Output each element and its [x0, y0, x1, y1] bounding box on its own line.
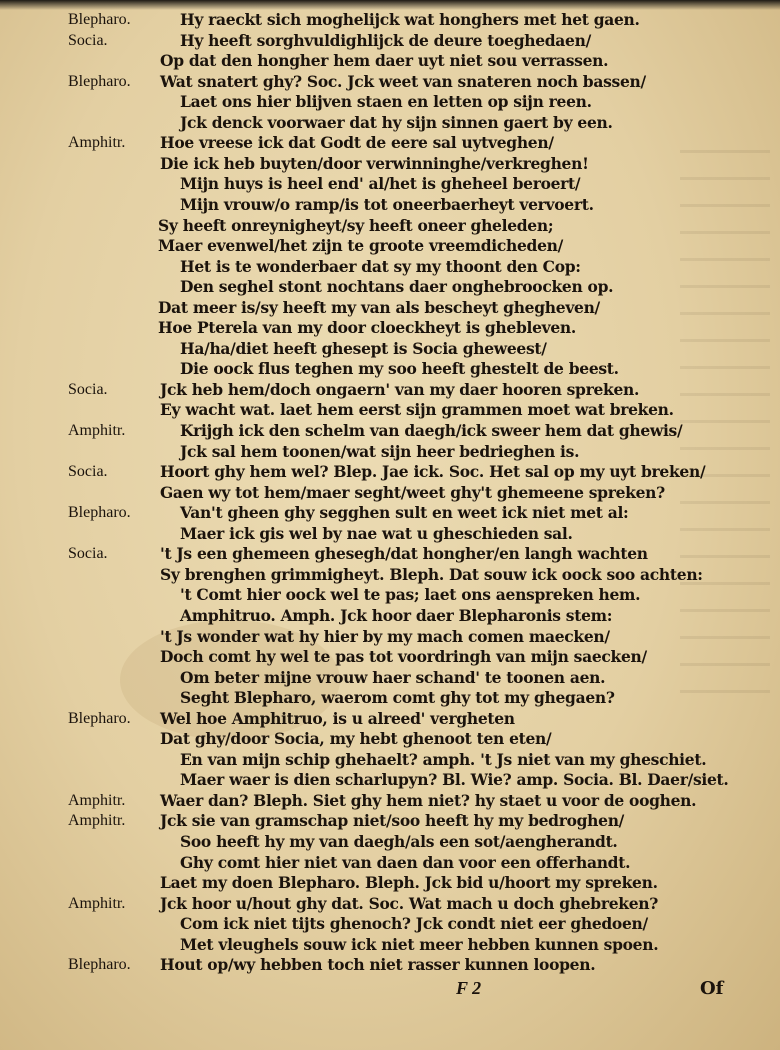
speaker-name: Socia. — [68, 31, 108, 49]
verse-text: Ey wacht wat. laet hem eerst sijn grammen moet wat breken. — [160, 400, 674, 420]
verse-text: Laet ons hier blijven staen en letten op sijn reen. — [180, 92, 592, 112]
verse-text: Mijn vrouw/o ramp/is tot oneerbaerheyt vervoert. — [180, 194, 594, 214]
verse-text: Wel hoe Amphitruo, is u alreed' vergheten — [160, 708, 515, 728]
verse-text: Sy heeft onreynigheyt/sy heeft oneer gheleden; — [158, 215, 554, 235]
signature-mark: F 2 — [456, 978, 482, 998]
verse-text: Jck sal hem toonen/wat sijn heer bedrieghen is. — [180, 441, 580, 461]
verse-text: En van mijn schip ghehaelt? amph. 't Js niet van my gheschiet. — [180, 749, 707, 769]
speaker-name: Amphitr. — [68, 791, 126, 809]
verse-text: Mijn huys is heel end' al/het is gheheel beroert/ — [180, 174, 581, 194]
verse-text: Sy brenghen grimmigheyt. Bleph. Dat souw ick oock soo achten: — [160, 564, 703, 584]
verse-text: Het is te wonderbaer dat sy my thoont den Cop: — [180, 256, 581, 276]
verse-text: Gaen wy tot hem/maer seght/weet ghy't ghemeene spreken? — [160, 482, 665, 502]
verse-text: Krijgh ick den schelm van daegh/ick sweer hem dat ghewis/ — [180, 421, 683, 440]
verse-text: Jck denck voorwaer dat hy sijn sinnen gaert by een. — [180, 112, 613, 132]
verse-text: Doch comt hy wel te pas tot voordringh van mijn saecken/ — [160, 647, 647, 667]
catchword: Of — [700, 978, 724, 999]
verse-text: Hout op/wy hebben toch niet rasser kunnen loopen. — [160, 955, 596, 975]
speaker-name: Amphitr. — [68, 422, 126, 439]
verse-text: Om beter mijne vrouw haer schand' te toonen aen. — [180, 667, 606, 687]
verse-text: Dat ghy/door Socia, my hebt ghenoot ten eten/ — [160, 729, 552, 749]
verse-text: Seght Blepharo, waerom comt ghy tot my ghegaen? — [180, 688, 615, 708]
verse-text: Com ick niet tijts ghenoch? Jck condt niet eer ghedoen/ — [180, 914, 648, 934]
verse-text: Maer ick gis wel by nae wat u gheschieden sal. — [180, 523, 573, 543]
verse-text: Van't gheen ghy segghen sult en weet ick niet met al: — [180, 503, 629, 523]
speaker-name: Blepharo. — [68, 956, 131, 974]
verse-text: 't Js wonder wat hy hier by my mach comen maecken/ — [160, 626, 610, 646]
verse-text: Die ick heb buyten/door verwinninghe/verkreghen! — [160, 153, 589, 173]
verse-text: Maer waer is dien scharlupyn? Bl. Wie? amp. Socia. Bl. Daer/siet. — [180, 770, 729, 790]
verse-text: Op dat den hongher hem daer uyt niet sou verrassen. — [160, 51, 609, 71]
verse-text: 't Comt hier oock wel te pas; laet ons aenspreken hem. — [180, 585, 641, 605]
verse-text: Met vleughels souw ick niet meer hebben kunnen spoen. — [180, 934, 659, 954]
verse-text: Hy raeckt sich moghelijck wat honghers met het gaen. — [180, 10, 640, 29]
verse-text: Ha/ha/diet heeft ghesept is Socia gheweest/ — [180, 338, 547, 358]
verse-text: Laet my doen Blepharo. Bleph. Jck bid u/hoort my spreken. — [160, 873, 658, 893]
verse-text: Hoe vreese ick dat Godt de eere sal uytveghen/ — [160, 133, 554, 153]
speaker-name: Blepharo. — [68, 504, 131, 522]
speaker-name: Amphitr. — [68, 894, 126, 912]
verse-text: Hy heeft sorghvuldighlijck de deure toeghedaen/ — [180, 30, 591, 50]
speaker-name: Socia. — [68, 380, 108, 398]
speaker-name: Blepharo. — [68, 11, 131, 28]
speaker-name: Blepharo. — [68, 72, 131, 90]
speaker-name: Socia. — [68, 545, 108, 563]
verse-text: Jck heb hem/doch ongaern' van my daer hooren spreken. — [160, 379, 640, 399]
verse-text: Die oock flus teghen my soo heeft ghestelt de beest. — [180, 359, 619, 379]
speaker-name: Amphitr. — [68, 812, 126, 830]
verse-text: Waer dan? Bleph. Siet ghy hem niet? hy staet u voor de ooghen. — [160, 790, 697, 810]
verse-text: Dat meer is/sy heeft my van als bescheyt ghegheven/ — [158, 297, 600, 317]
verse-text: Jck hoor u/hout ghy dat. Soc. Wat mach u doch ghebreken? — [160, 893, 659, 913]
verse-text: 't Js een ghemeen ghesegh/dat hongher/en langh wachten — [160, 544, 648, 564]
verse-text: Amphitruo. Amph. Jck hoor daer Blepharonis stem: — [180, 605, 613, 625]
verse-text: Ghy comt hier niet van daen dan voor een offerhandt. — [180, 852, 631, 872]
verse-line — [0, 953, 780, 977]
verse-text: Hoe Pterela van my door cloeckheyt is ghebleven. — [158, 318, 576, 338]
verse-text: Hoort ghy hem wel? Blep. Jae ick. Soc. Het sal op my uyt breken/ — [160, 462, 706, 482]
speaker-name: Blepharo. — [68, 709, 131, 727]
verse-text: Wat snatert ghy? Soc. Jck weet van snateren noch bassen/ — [160, 71, 646, 91]
verse-text: Maer evenwel/het zijn te groote vreemdicheden/ — [158, 236, 563, 256]
verse-text: Jck sie van gramschap niet/soo heeft hy my bedroghen/ — [160, 811, 625, 831]
verse-text: Den seghel stont nochtans daer onghebroocken op. — [180, 277, 614, 297]
verse-text: Soo heeft hy my van daegh/als een sot/aengherandt. — [180, 832, 618, 851]
speaker-name: Socia. — [68, 463, 108, 481]
speaker-name: Amphitr. — [68, 134, 126, 152]
